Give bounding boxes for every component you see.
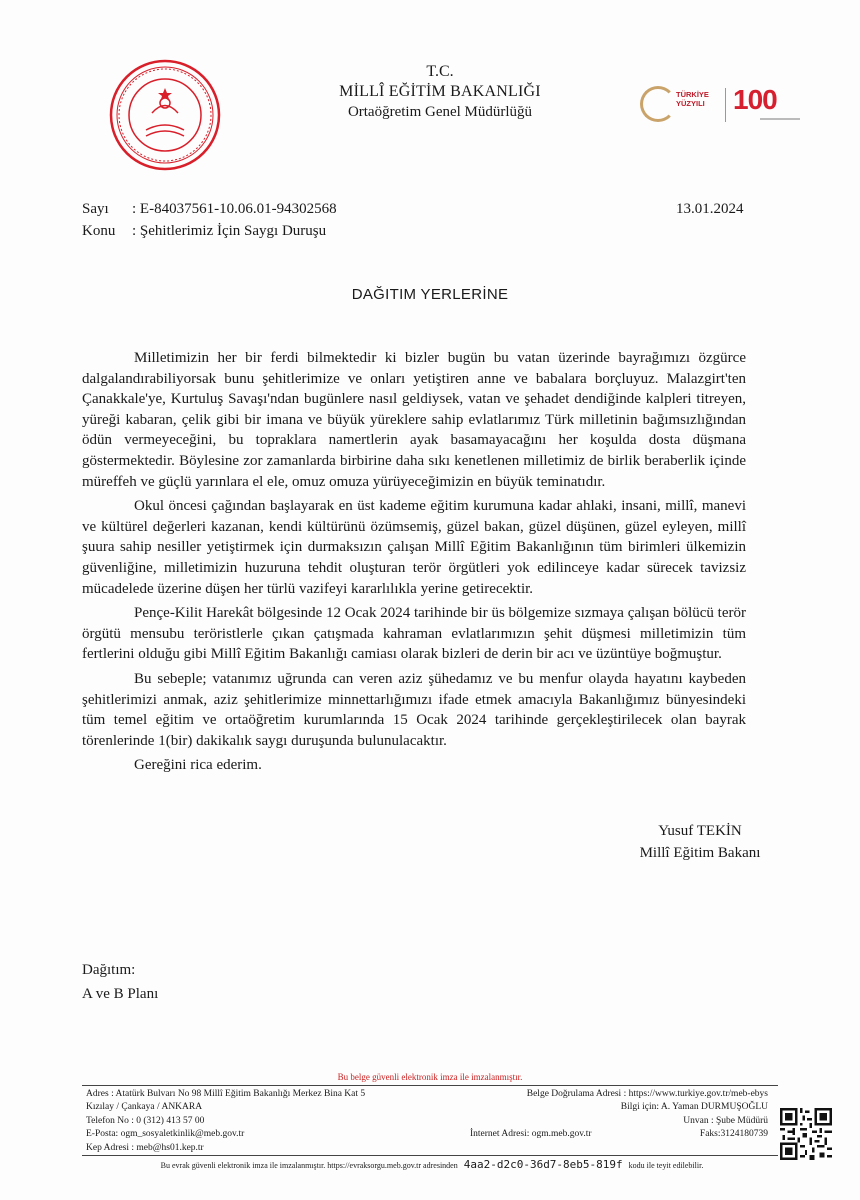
footer-divider-bottom xyxy=(82,1155,778,1156)
verification-prefix: Bu evrak güvenli elektronik imza ile imzalanmıştır. https://evraksorgu.meb.gov.tr adresinden xyxy=(160,1161,458,1170)
crescent-icon xyxy=(640,86,676,122)
sayi-value: : E-84037561-10.06.01-94302568 xyxy=(132,201,337,217)
footer-internet: İnternet Adresi: ogm.meb.gov.tr xyxy=(470,1129,592,1140)
letterhead xyxy=(280,62,600,122)
paragraph-3: Pençe-Kilit Harekât bölgesinde 12 Ocak 2024 tarihinde bir üs bölgemize sızmaya çalışan bölücü terör örgütü mensubu teröristlerle çıkan çatışmada kahraman evlatlarımızın şehit düşmesi milletimizin tüm fertlerini olduğu gibi Millî Eğitim Bakanlığı camiası olarak bizleri de derin bir acı ve üzüntüye boğmuştur. xyxy=(82,605,746,663)
signer-title: Millî Eğitim Bakanı xyxy=(639,845,761,861)
paragraph-closing: Gereğini rica ederim. xyxy=(134,757,262,774)
letter-body xyxy=(82,348,746,780)
footer-phone: Telefon No : 0 (312) 413 57 00 xyxy=(86,1115,205,1126)
footer-kep: Kep Adresi : meb@hs01.kep.tr xyxy=(86,1142,204,1153)
verification-line xyxy=(82,1158,782,1171)
qr-code-icon xyxy=(780,1108,832,1160)
badge-100: 100 xyxy=(733,84,777,115)
signer-name: Yusuf TEKİN xyxy=(658,823,742,839)
paragraph-4: Bu sebeple; vatanımız uğrunda can veren aziz şühedamız ve bu menfur olayda hayatını kaybeden şehitlerimizi anmak, aziz şehitlerimize minnettarlığımızı ifade etmek amacıyla Bakanlığımız bünyesindeki tüm temel eğitim ve ortaöğretim kurumlarında 15 Ocak 2024 tarihinde gerçekleştirilecek olan bayrak törenlerinde 1(bir) dakikalık saygı duruşunda bulunulacaktır. xyxy=(82,670,746,749)
konu-value: : Şehitlerimiz İçin Saygı Duruşu xyxy=(132,223,327,239)
footer-info-contact: Bilgi için: A. Yaman DURMUŞOĞLU xyxy=(620,1102,768,1113)
footer-faks: Faks:3124180739 xyxy=(699,1129,768,1140)
header-tc: T.C. xyxy=(426,63,454,80)
turkiye-yuzyili-100-logo xyxy=(640,84,805,128)
badge-underline xyxy=(760,118,800,120)
footer-unvan: Unvan : Şube Müdürü xyxy=(683,1115,768,1126)
footer-verify: Belge Doğrulama Adresi : https://www.turkiye.gov.tr/meb-ebys xyxy=(526,1089,768,1099)
distribution-block xyxy=(82,958,158,1006)
header-department: Ortaöğretim Genel Müdürlüğü xyxy=(347,104,533,120)
badge-divider xyxy=(725,88,726,122)
distribution-label: Dağıtım: xyxy=(82,962,136,978)
footer-address-2: Kızılay / Çankaya / ANKARA xyxy=(86,1102,203,1113)
footer-info xyxy=(470,1088,768,1142)
footer-contact xyxy=(86,1088,365,1155)
verification-suffix: kodu ile teyit edilebilir. xyxy=(628,1161,704,1170)
header-ministry: MİLLÎ EĞİTİM BAKANLIĞI xyxy=(339,83,541,100)
sayi-label: Sayı xyxy=(82,201,109,217)
document-date: 13.01.2024 xyxy=(676,201,744,217)
footer-address-1: Adres : Atatürk Bulvarı No 98 Millî Eğitim Bakanlığı Merkez Bina Kat 5 xyxy=(86,1089,366,1099)
verification-code: 4aa2-d2c0-36d7-8eb5-819f xyxy=(463,1158,623,1171)
footer-divider-top xyxy=(82,1085,778,1086)
konu-label: Konu xyxy=(82,223,116,239)
signature-block xyxy=(600,820,800,864)
secure-signature-note: Bu belge güvenli elektronik imza ile imzalanmıştır. xyxy=(337,1072,523,1082)
ministry-seal-icon xyxy=(108,58,222,172)
distribution-value: A ve B Planı xyxy=(82,986,159,1002)
badge-text: TÜRKİYE YÜZYILI xyxy=(676,90,709,108)
paragraph-1: Milletimizin her bir ferdi bilmektedir ki bizler bugün bu vatan üzerinde bayrağımızı özgürce dalgalandırabiliyorsak bunu şehitlerimize ve onları yetiştiren anne ve babalara borçluyuz. Malazgirt'ten Çanakkale'ye, Kurtuluş Savaşı'ndan bugünlere nasıl geldiysek, vatan ve şehadet dendiğinde kalpleri titreyen, yüreği kabaran, çelik gibi bir imana ve büyük yüreklere sahip evlatlarımız Türk milletinin bağımsızlığından ödün vermeyeceğini, bu topraklara namertlerin ayak basamayacağını her koşulda dosta düşmana göstermektedir. Böylesine zor zamanlarda birbirine daha sıkı kenetlenen milletimiz de birlik beraberlik içinde müreffeh ve güçlü yarınlara el ele, omuz omuza yürüyeceğimizin en büyük teminatıdır. xyxy=(82,350,746,490)
paragraph-2: Okul öncesi çağından başlayarak en üst kademe eğitim kurumuna kadar ahlaki, insani, millî, manevi ve kültürel değerleri kazanan, kendi kültürünü özümsemiş, güzel bakan, güzel düşünen, güzel eyleyen, millî şuura sahip nesiller yetiştirmek için durmaksızın çalışan Millî Eğitim Bakanlığının tüm birimleri ülkemizin güvenliğine, milletimizin huzuruna tehdit oluşturan terör örgütleri yok edilinceye kadar sürecek tavizsiz mücadelede üzerine düşen her türlü vazifeyi kararlılıkla yerine getirecektir. xyxy=(82,498,746,597)
footer-email: E-Posta: ogm_sosyaletkinlik@meb.gov.tr xyxy=(86,1129,245,1140)
distribution-title: DAĞITIM YERLERİNE xyxy=(351,286,509,303)
